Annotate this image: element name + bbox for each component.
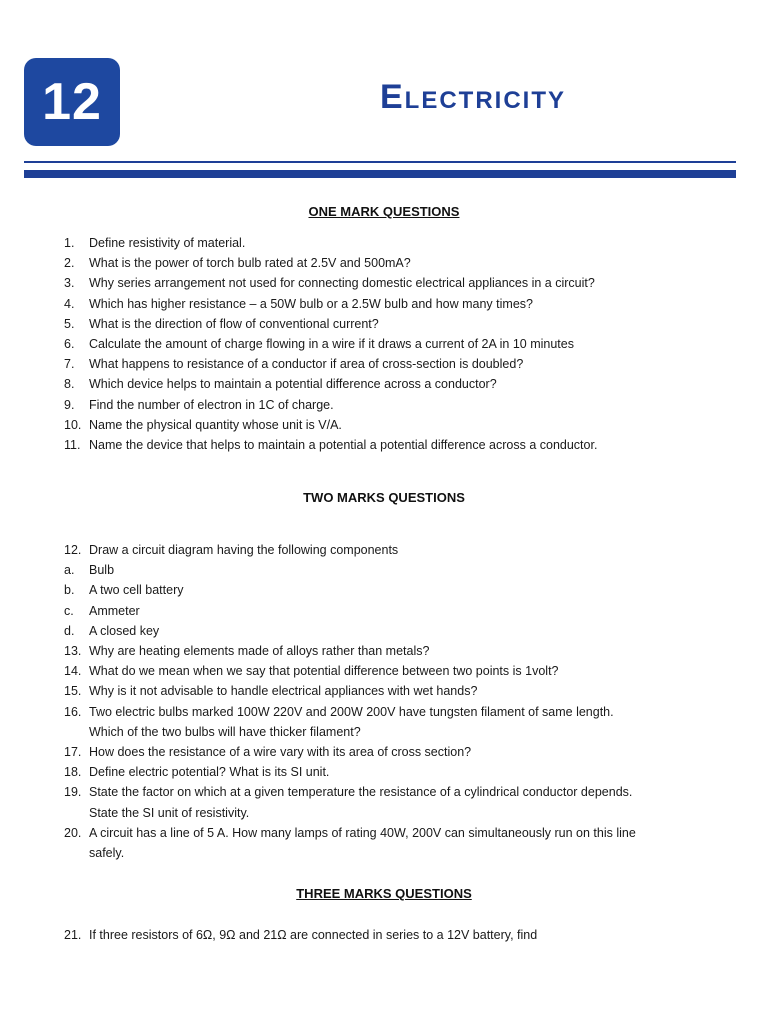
question-number: b.	[64, 583, 75, 598]
question-text: Why is it not advisable to handle electrical appliances with wet hands?	[89, 684, 478, 699]
question-text: A circuit has a line of 5 A. How many lamps of rating 40W, 200V can simultaneously run on this line	[89, 825, 636, 840]
question-item	[0, 601, 768, 621]
question-number: 15.	[64, 684, 82, 699]
question-number: 4.	[64, 296, 75, 311]
question-text: Define resistivity of material.	[89, 236, 246, 250]
question-text: Find the number of electron in 1C of charge.	[89, 397, 334, 412]
question-text: A closed key	[89, 623, 160, 638]
question-number: 6.	[64, 337, 75, 352]
question-item	[0, 661, 768, 681]
question-item	[0, 233, 768, 253]
question-text: Name the device that helps to maintain a potential a potential difference across a conductor.	[89, 438, 598, 453]
question-item	[0, 374, 768, 394]
question-text: Define electric potential? What is its SI unit.	[89, 765, 330, 780]
question-item	[0, 560, 768, 580]
chapter-title: Electricity	[380, 78, 567, 116]
question-number: 9.	[64, 397, 75, 412]
question-text: Two electric bulbs marked 100W 220V and 200W 200V have tungsten filament of same length.	[89, 704, 614, 719]
question-item	[0, 294, 768, 314]
question-number: 10.	[64, 417, 82, 432]
question-text: Which has higher resistance – a 50W bulb or a 2.5W bulb and how many times?	[89, 296, 533, 311]
question-text: Which device helps to maintain a potential difference across a conductor?	[89, 377, 497, 392]
question-text: What is the power of torch bulb rated at 2.5V and 500mA?	[89, 256, 411, 271]
question-number: a.	[64, 563, 75, 578]
question-number: 20.	[64, 825, 82, 840]
question-number: 17.	[64, 745, 82, 760]
question-number: 8.	[64, 377, 75, 392]
question-text: Calculate the amount of charge flowing in a wire if it draws a current of 2A in 10 minutes	[89, 337, 574, 352]
question-item	[0, 415, 768, 435]
question-number: d.	[64, 623, 75, 638]
question-text: Bulb	[89, 563, 115, 578]
question-item	[0, 782, 768, 822]
question-number: 2.	[64, 256, 75, 271]
question-item	[0, 395, 768, 415]
section-heading-two-marks: TWO MARKS QUESTIONS	[303, 490, 465, 505]
question-text: A two cell battery	[89, 583, 184, 598]
question-number: 5.	[64, 316, 75, 331]
question-text: If three resistors of 6Ω, 9Ω and 21Ω are connected in series to a 12V battery, find	[89, 928, 538, 942]
question-item	[0, 823, 768, 863]
question-item	[0, 762, 768, 782]
section-heading-three-marks: THREE MARKS QUESTIONS	[296, 886, 472, 901]
question-number: 1.	[64, 236, 75, 250]
question-number: 19.	[64, 785, 82, 800]
header-divider-thin	[24, 161, 736, 163]
question-item	[0, 334, 768, 354]
question-number: 3.	[64, 276, 75, 291]
question-text: State the factor on which at a given temperature the resistance of a cylindrical conductor depends.	[89, 785, 633, 800]
question-item	[0, 702, 768, 742]
question-text-continued: State the SI unit of resistivity.	[89, 805, 250, 820]
question-number: 14.	[64, 664, 82, 679]
question-number: 7.	[64, 357, 75, 372]
question-item	[0, 641, 768, 661]
section-heading-one-mark: ONE MARK QUESTIONS	[308, 204, 460, 219]
question-text: What happens to resistance of a conductor if area of cross-section is doubled?	[89, 357, 524, 372]
question-text-continued: safely.	[89, 846, 125, 861]
question-number: 16.	[64, 704, 82, 719]
question-text: Name the physical quantity whose unit is V/A.	[89, 417, 342, 432]
question-number: c.	[64, 603, 74, 618]
header-divider-thick	[24, 170, 736, 178]
question-text: Why are heating elements made of alloys rather than metals?	[89, 644, 430, 659]
question-item	[0, 681, 768, 701]
question-number: 11.	[64, 438, 81, 453]
question-number: 18.	[64, 765, 82, 780]
question-text: Draw a circuit diagram having the following components	[89, 543, 399, 557]
question-item	[0, 435, 768, 455]
question-item	[0, 742, 768, 762]
question-item	[0, 354, 768, 374]
question-item	[0, 253, 768, 273]
question-text: Ammeter	[89, 603, 140, 618]
question-number: 21.	[64, 928, 82, 942]
question-item	[0, 314, 768, 334]
question-item	[0, 621, 768, 641]
question-text-continued: Which of the two bulbs will have thicker filament?	[89, 724, 361, 739]
question-number: 13.	[64, 644, 82, 659]
question-text: What is the direction of flow of conventional current?	[89, 316, 379, 331]
chapter-number-badge: 12	[24, 58, 120, 146]
question-item	[0, 540, 768, 560]
question-text: Why series arrangement not used for connecting domestic electrical appliances in a circuit?	[89, 276, 595, 291]
question-text: How does the resistance of a wire vary with its area of cross section?	[89, 745, 472, 760]
question-number: 12.	[64, 543, 82, 557]
two-mark-question-list	[0, 540, 768, 863]
question-text: What do we mean when we say that potential difference between two points is 1volt?	[89, 664, 559, 679]
one-mark-question-list	[0, 233, 768, 455]
three-mark-question-list	[0, 925, 768, 945]
question-item	[0, 580, 768, 600]
question-item	[0, 925, 768, 945]
question-item	[0, 273, 768, 293]
